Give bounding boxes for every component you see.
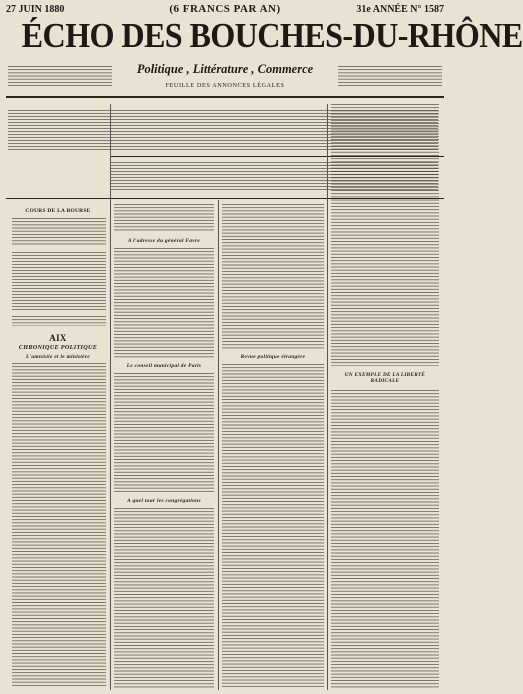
subscription-info-left — [8, 66, 112, 88]
column-2-text-top — [114, 204, 214, 232]
subscription-info-right — [338, 66, 442, 88]
heading-chronique: CHRONIQUE POLITIQUE — [18, 344, 98, 351]
heading-liberte-radicale: UN EXEMPLE DE LA LIBERTÉ RADICALE — [344, 372, 426, 384]
column-3-text-2 — [222, 364, 324, 688]
heading-conseil-municipal: Le conseil municipal de Paris — [126, 363, 202, 369]
column-2-text-2 — [114, 373, 214, 493]
tagline: Politique , Littérature , Commerce — [136, 62, 314, 76]
masthead-subtitle-block — [120, 62, 330, 89]
column-divider-1 — [110, 104, 111, 690]
column-2-text-3 — [114, 508, 214, 688]
column-2-text-1 — [114, 248, 214, 358]
bourse-note — [12, 316, 106, 326]
newspaper-title: ÉCHO DES BOUCHES-DU-RHÔNE — [21, 16, 523, 55]
column-3-text-1 — [222, 204, 324, 349]
column-divider-3 — [327, 104, 328, 690]
bourse-intro — [12, 218, 106, 246]
bourse-table — [12, 252, 106, 310]
heading-revue-etrangere: Revue politique étrangère — [240, 354, 306, 360]
column-1-text — [12, 363, 106, 688]
top-strip — [6, 3, 444, 17]
masthead-rule — [6, 96, 444, 98]
heading-general-favre: A l'adresse du général Favre — [127, 238, 201, 244]
issue-date: 27 JUIN 1880 — [6, 4, 65, 15]
column-divider-2 — [218, 200, 219, 690]
heading-cours-bourse: COURS DE LA BOURSE — [25, 208, 91, 214]
heading-city: AIX — [49, 333, 67, 343]
heading-congregations: A quel tour les congrégations — [127, 498, 201, 504]
heading-ministere: L'amnistie et le ministère — [26, 354, 90, 360]
legal-notices-subtitle: FEUILLE DES ANNONCES LÉGALES — [165, 82, 285, 89]
issue-number: 31e ANNÉE N° 1587 — [356, 4, 444, 15]
subscription-price: (6 FRANCS PAR AN) — [169, 3, 281, 15]
column-4-text-1 — [331, 104, 439, 366]
column-4-text-2 — [331, 390, 439, 688]
